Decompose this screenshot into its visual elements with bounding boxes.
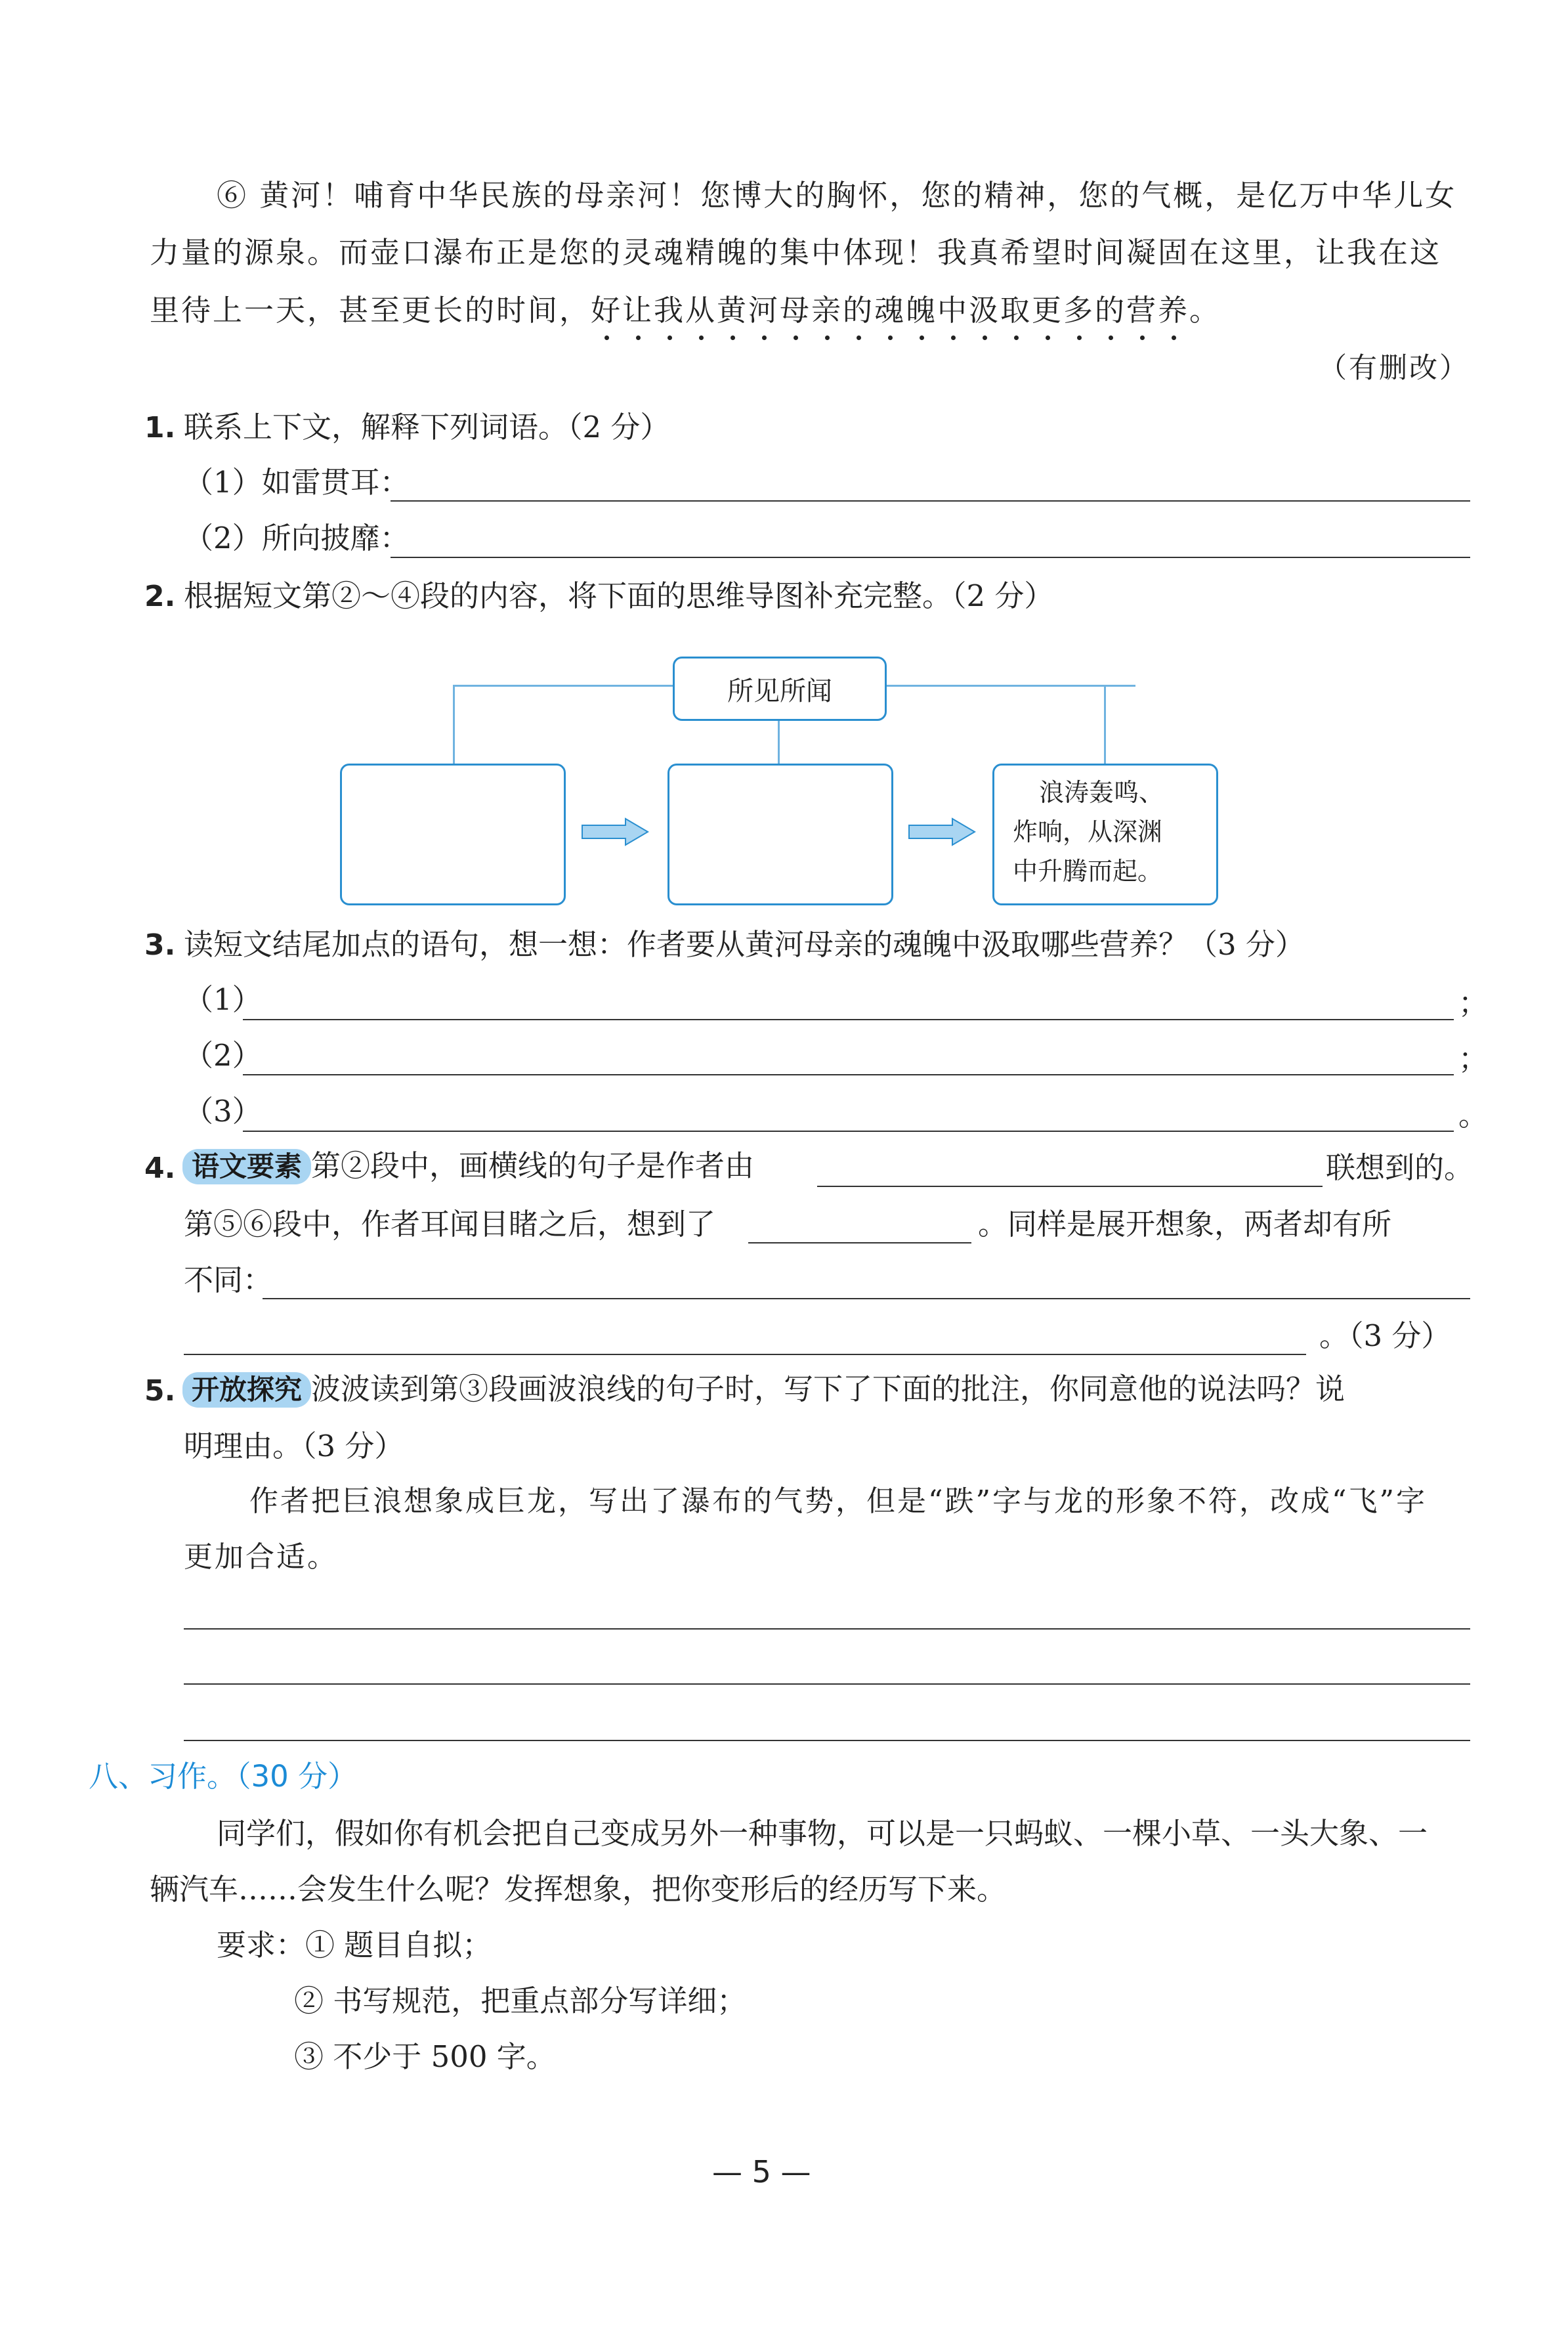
passage-line-2: 力量的源泉。而壶口瀑布正是您的灵魂精魄的集中体现！我真希望时间凝固在这里，让我在这	[150, 235, 1442, 270]
top-box	[673, 657, 887, 721]
q3-end-1: ；	[1458, 985, 1489, 1020]
answer-box-2[interactable]	[667, 764, 893, 905]
section-8-title: 八、习作。（30 分）	[89, 1759, 358, 1794]
q4-line-2-a: 第⑤⑥段中，作者耳闻目睹之后，想到了	[184, 1207, 716, 1242]
given-box-line-3: 中升腾而起。	[1013, 857, 1163, 886]
given-box	[992, 764, 1218, 905]
q5-line-1	[182, 1372, 1345, 1408]
q2-number: 2.	[144, 580, 176, 613]
q4-number: 4.	[144, 1152, 176, 1185]
emphasis-dot	[731, 335, 735, 340]
emphasis-dot	[1109, 335, 1113, 340]
q4-line-4-end: 。（3 分）	[1319, 1318, 1451, 1353]
section-8-line-1: 同学们，假如你有机会把自己变成另外一种事物，可以是一只蚂蚁、一棵小草、一头大象、一	[217, 1816, 1428, 1851]
emphasis-dot	[604, 335, 609, 340]
q3-item-2: （2）	[184, 1038, 262, 1073]
source-note: （有删改）	[1319, 352, 1470, 385]
q5-note-line-2: 更加合适。	[184, 1540, 338, 1574]
emphasis-dot	[1140, 335, 1145, 340]
q1-answer-line-1[interactable]	[391, 500, 1470, 502]
passage-line-1: ⑥ 黄河！哺育中华民族的母亲河！您博大的胸怀，您的精神，您的气概，是亿万中华儿女	[217, 178, 1457, 213]
passage-line-3	[150, 293, 1221, 328]
q5-line-2: 明理由。（3 分）	[184, 1429, 404, 1463]
q1-item-1: （1）如雷贯耳：	[184, 465, 410, 500]
emphasis-dot	[888, 335, 893, 340]
q4-line-1-b: 联想到的。	[1326, 1150, 1474, 1185]
q3-number: 3.	[144, 928, 176, 962]
q4-line-2-b: 。同样是展开想象，两者却有所	[978, 1207, 1392, 1242]
passage-end-punct: 。	[1189, 293, 1221, 328]
q4-blank-3[interactable]	[263, 1298, 1470, 1299]
requirement-1: 要求：① 题目自拟；	[217, 1928, 492, 1962]
emphasis-dot	[1077, 335, 1082, 340]
q5-note-line-1: 作者把巨浪想象成巨龙，写出了瀑布的气势，但是“跌”字与龙的形象不符，改成“飞”字	[249, 1484, 1427, 1518]
emphasis-dot	[1172, 335, 1176, 340]
connector-left	[453, 685, 455, 764]
arrow-icon	[908, 817, 977, 846]
q1-item-2: （2）所向披靡：	[184, 521, 410, 555]
section-8-line-2: 辆汽车……会发生什么呢？发挥想象，把你变形后的经历写下来。	[150, 1872, 1007, 1907]
emphasis-dot	[825, 335, 830, 340]
q5-tag: 开放探究	[182, 1372, 311, 1408]
emphasis-dot	[920, 335, 924, 340]
q3-item-3: （3）	[184, 1094, 262, 1129]
given-box-line-2: 炸响，从深渊	[1013, 817, 1163, 846]
dotted-sentence: 好让我从黄河母亲的魂魄中汲取更多的营养	[591, 293, 1190, 328]
q4-line-1	[182, 1149, 754, 1184]
q1-text: 联系上下文，解释下列词语。（2 分）	[184, 410, 670, 444]
emphasis-dot	[1014, 335, 1019, 340]
given-box-line-1: 浪涛轰鸣、	[1039, 778, 1164, 807]
page-number: — 5 —	[712, 2154, 811, 2190]
q4-tag: 语文要素	[182, 1149, 311, 1184]
q3-answer-line-1[interactable]	[243, 1019, 1454, 1020]
q4-blank-2[interactable]	[748, 1242, 971, 1243]
top-box-label: 所见所闻	[727, 676, 832, 706]
passage-line-3-start: 里待上一天，甚至更长的时间，	[150, 293, 591, 328]
requirement-3: ③ 不少于 500 字。	[294, 2039, 556, 2074]
q3-answer-line-2[interactable]	[243, 1074, 1454, 1075]
q4-line-3: 不同：	[184, 1263, 273, 1297]
emphasis-dot	[636, 335, 641, 340]
arrow-icon	[581, 817, 650, 846]
q4-blank-1[interactable]	[817, 1186, 1323, 1187]
q5-line-1-text: 波波读到第③段画波浪线的句子时，写下了下面的批注，你同意他的说法吗？说	[311, 1372, 1346, 1406]
q5-answer-line-2[interactable]	[184, 1683, 1470, 1685]
q4-blank-4[interactable]	[184, 1354, 1306, 1355]
q5-answer-line-3[interactable]	[184, 1740, 1470, 1741]
q3-end-3: 。	[1458, 1098, 1489, 1133]
emphasis-dot	[794, 335, 798, 340]
q1-number: 1.	[144, 411, 176, 444]
emphasis-dot	[667, 335, 672, 340]
emphasis-dot	[762, 335, 767, 340]
answer-box-1[interactable]	[340, 764, 566, 905]
emphasis-dot	[699, 335, 704, 340]
q2-text: 根据短文第②～④段的内容，将下面的思维导图补充完整。（2 分）	[184, 578, 1054, 613]
q3-answer-line-3[interactable]	[243, 1131, 1454, 1132]
emphasis-dot	[1046, 335, 1050, 340]
q4-line-1-a: 第②段中，画横线的句子是作者由	[311, 1148, 755, 1183]
q5-answer-line-1[interactable]	[184, 1628, 1470, 1630]
q1-answer-line-2[interactable]	[391, 557, 1470, 558]
q5-number: 5.	[144, 1374, 176, 1408]
connector-right	[1104, 685, 1106, 764]
connector-middle	[778, 716, 780, 765]
q3-text: 读短文结尾加点的语句，想一想：作者要从黄河母亲的魂魄中汲取哪些营养？（3 分）	[184, 927, 1305, 962]
requirement-2: ② 书写规范，把重点部分写详细；	[294, 1983, 747, 2018]
emphasis-dot	[983, 335, 987, 340]
q3-item-1: （1）	[184, 982, 262, 1017]
emphasis-dot	[951, 335, 956, 340]
emphasis-dot	[857, 335, 861, 340]
q3-end-2: ；	[1458, 1041, 1489, 1076]
